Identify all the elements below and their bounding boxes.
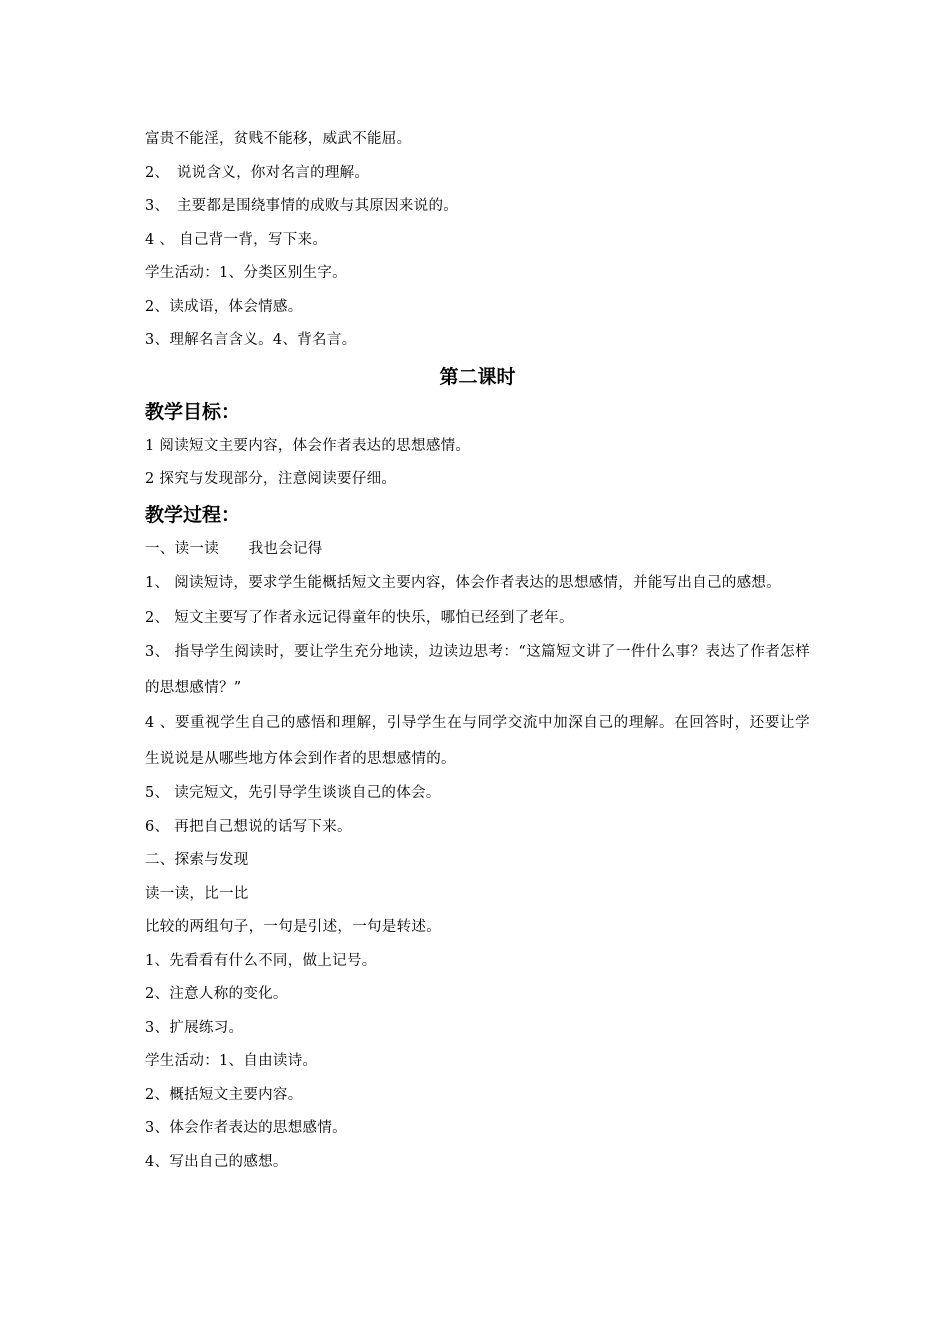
process-item: 2、注意人称的变化。 bbox=[145, 986, 288, 1002]
process-item: 5、 读完短文，先引导学生谈谈自己的体会。 bbox=[145, 785, 441, 801]
student-activity-line: 学生活动：1、分类区别生字。 bbox=[145, 265, 347, 281]
process-item: 2、 短文主要写了作者永远记得童年的快乐，哪怕已经到了老年。 bbox=[145, 609, 574, 626]
process-item: 3、扩展练习。 bbox=[145, 1019, 244, 1036]
process-item: 读一读，比一比 bbox=[145, 885, 249, 902]
objective-item: 1 阅读短文主要内容，体会作者表达的思想感情。 bbox=[145, 437, 471, 454]
lesson-title: 第二课时 bbox=[439, 365, 516, 388]
student-activity-line: 学生活动：1、自由读诗。 bbox=[145, 1053, 318, 1069]
process-item: 4、写出自己的感想。 bbox=[145, 1153, 288, 1170]
process-item: 1、 阅读短诗，要求学生能概括短文主要内容，体会作者表达的思想感情，并能写出自己的感想。 bbox=[145, 575, 782, 591]
process-item: 1、先看看有什么不同，做上记号。 bbox=[145, 952, 377, 969]
objective-item: 2 探究与发现部分，注意阅读要仔细。 bbox=[145, 471, 397, 487]
process-subheading: 二、探索与发现 bbox=[145, 852, 249, 868]
quote-line: 富贵不能淫，贫贱不能移，威武不能屈。 bbox=[145, 131, 412, 147]
process-item: 2、概括短文主要内容。 bbox=[145, 1086, 303, 1103]
process-item: 4 、要重视学生自己的感悟和理解，引导学生在与同学交流中加深自己的理解。在回答时，还要让学生说说是从哪些地方体会到作者的思想感情的。 bbox=[145, 715, 810, 767]
process-item: 6、 再把自己想说的话写下来。 bbox=[145, 818, 352, 835]
list-item: 3、理解名言含义。4、背名言。 bbox=[145, 332, 357, 348]
list-item: 3、 主要都是围绕事情的成败与其原因来说的。 bbox=[145, 198, 459, 214]
list-item: 4 、 自己背一背，写下来。 bbox=[145, 231, 328, 248]
process-subheading: 一、读一读 我也会记得 bbox=[145, 540, 323, 557]
process-item: 3、 指导学生阅读时，要让学生充分地读，边读边思考：“这篇短文讲了一件什么事？表达了作者怎样的思想感情？” bbox=[145, 644, 810, 696]
process-heading: 教学过程： bbox=[145, 503, 241, 526]
list-item: 2、读成语，体会情感。 bbox=[145, 298, 303, 315]
objectives-heading: 教学目标： bbox=[145, 400, 241, 423]
document-body bbox=[145, 123, 810, 1179]
list-item: 2、 说说含义，你对名言的理解。 bbox=[145, 164, 370, 181]
process-item: 比较的两组句子，一句是引述，一句是转述。 bbox=[145, 919, 441, 935]
process-item: 3、体会作者表达的思想感情。 bbox=[145, 1120, 347, 1136]
